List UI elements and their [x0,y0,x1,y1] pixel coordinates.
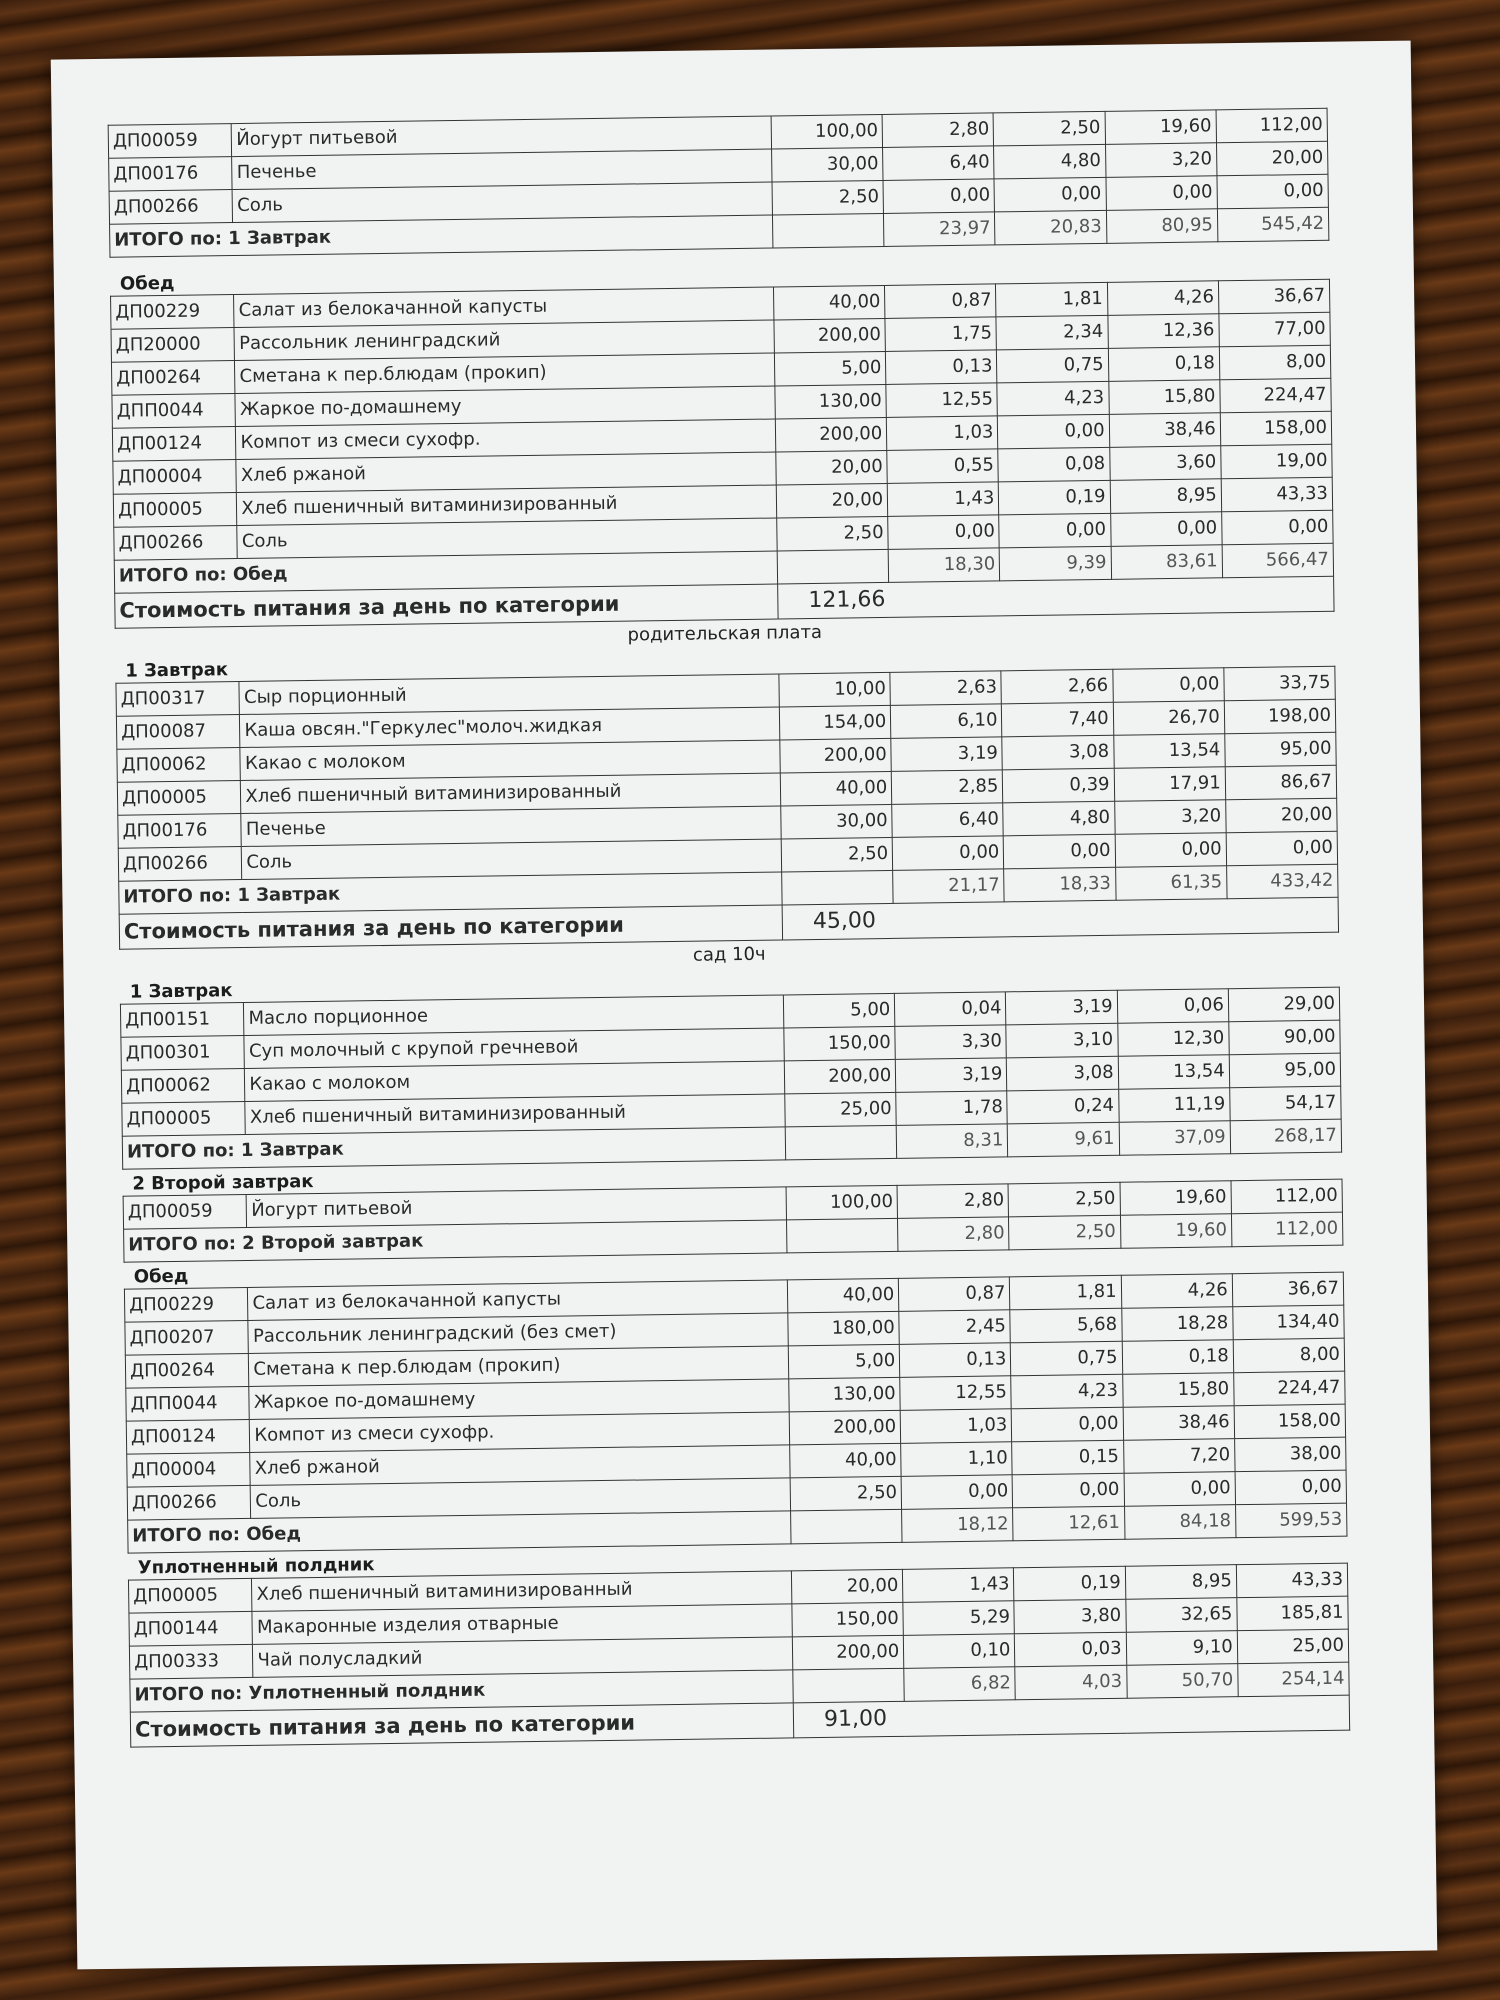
item-name: Соль [232,182,772,223]
meal-heading-lunch: Обед [133,1265,189,1288]
item-weight: 40,00 [774,285,886,320]
item-fat: 0,03 [1015,1632,1127,1667]
item-energy: 158,00 [1220,411,1332,446]
item-carbs: 0,18 [1108,347,1220,382]
item-fat: 3,80 [1014,1599,1126,1634]
total-energy: 566,47 [1222,543,1334,578]
item-protein: 0,13 [899,1343,1011,1378]
total-label: ИТОГО по: Обед [128,1511,791,1553]
item-code: ДП00266 [127,1485,251,1520]
total-energy: 599,53 [1235,1503,1347,1538]
item-code: ДП20000 [111,328,235,363]
item-energy: 8,00 [1219,345,1331,380]
item-energy: 20,00 [1225,798,1337,833]
item-name: Соль [251,1478,791,1519]
item-protein: 6,40 [883,146,995,181]
item-weight: 150,00 [784,1026,896,1061]
table-breakfast-parent-fee [115,666,1339,950]
item-fat: 0,00 [1012,1473,1124,1508]
item-code: ДП00005 [113,493,237,528]
item-code: ДП00333 [129,1644,253,1679]
total-fat: 12,61 [1013,1506,1125,1541]
item-energy: 134,40 [1233,1305,1345,1340]
item-fat: 0,00 [994,177,1106,212]
item-carbs: 7,20 [1123,1439,1235,1474]
item-protein: 0,00 [883,179,995,214]
item-code: ДП00005 [122,1101,246,1136]
table-snack [128,1563,1350,1748]
item-name: Печенье [241,806,781,847]
item-carbs: 3,20 [1105,143,1217,178]
item-name: Хлеб пшеничный витаминизированный [237,485,777,526]
item-protein: 1,03 [900,1409,1012,1444]
item-name: Салат из белокачанной капусты [234,287,774,328]
item-weight: 20,00 [791,1569,903,1604]
item-code: ДПП0044 [126,1386,250,1421]
item-energy: 95,00 [1225,732,1337,767]
item-weight: 200,00 [775,417,887,452]
item-fat: 0,00 [1004,834,1116,869]
item-carbs: 19,60 [1105,110,1217,145]
item-fat: 2,66 [1001,669,1113,704]
item-protein: 0,00 [901,1475,1013,1510]
daily-cost-label: Стоимость питания за день по категории [119,905,782,949]
item-protein: 0,00 [892,836,1004,871]
item-protein: 1,03 [887,416,999,451]
item-name: Сметана к пер.блюдам (прокип) [235,353,775,394]
table-lunch-garden [124,1272,1348,1554]
item-weight: 2,50 [790,1476,902,1511]
item-energy: 8,00 [1233,1338,1345,1373]
item-name: Рассольник ленинградский (без смет) [248,1313,788,1354]
item-energy: 0,00 [1226,831,1338,866]
item-weight: 130,00 [775,384,887,419]
item-carbs: 12,36 [1108,314,1220,349]
item-weight: 2,50 [777,516,889,551]
item-name: Макаронные изделия отварные [252,1604,792,1645]
total-fat: 20,83 [995,210,1107,245]
item-name: Печенье [232,149,772,190]
item-weight: 10,00 [779,672,891,707]
item-code: ДП00059 [123,1194,247,1229]
item-energy: 224,47 [1220,378,1332,413]
item-carbs: 3,20 [1114,800,1226,835]
item-name: Хлеб ржаной [250,1445,790,1486]
item-energy: 38,00 [1234,1437,1346,1472]
item-protein: 2,63 [890,671,1002,706]
item-code: ДП00176 [118,814,242,849]
item-weight: 20,00 [776,450,888,485]
item-name: Салат из белокачанной капусты [248,1280,788,1321]
item-protein: 12,55 [900,1376,1012,1411]
item-fat: 5,68 [1010,1308,1122,1343]
item-fat: 0,19 [1014,1566,1126,1601]
item-carbs: 19,60 [1120,1181,1232,1216]
item-name: Хлеб ржаной [236,452,776,493]
item-energy: 112,00 [1231,1179,1343,1214]
meal-heading-breakfast: 1 Завтрак [129,980,233,1003]
item-name: Масло порционное [244,995,784,1036]
item-fat: 4,80 [994,144,1106,179]
item-code: ДП00087 [116,715,240,750]
daily-cost-label: Стоимость питания за день по категории [130,1703,793,1747]
item-weight: 40,00 [790,1443,902,1478]
item-energy: 198,00 [1224,699,1336,734]
item-carbs: 11,19 [1118,1088,1230,1123]
item-name: Жаркое по-домашнему [235,386,775,427]
item-weight: 5,00 [788,1344,900,1379]
meal-heading-lunch: Обед [119,272,175,295]
total-carbs: 83,61 [1111,545,1223,580]
item-energy: 29,00 [1228,987,1340,1022]
meal-heading-snack: Уплотненный полдник [137,1554,375,1579]
item-weight: 180,00 [788,1311,900,1346]
daily-cost-value: 121,66 [778,576,1334,619]
item-weight: 25,00 [785,1092,897,1127]
item-fat: 2,50 [1008,1182,1120,1217]
item-code: ДП00059 [108,124,232,159]
item-weight: 40,00 [780,771,892,806]
item-fat: 2,34 [996,315,1108,350]
item-name: Хлеб пшеничный витаминизированный [252,1571,792,1612]
item-carbs: 8,95 [1110,479,1222,514]
item-carbs: 3,60 [1109,446,1221,481]
total-fat: 9,39 [1000,546,1112,581]
item-code: ДП00062 [117,748,241,783]
item-weight: 200,00 [780,738,892,773]
item-fat: 4,23 [997,381,1109,416]
item-protein: 2,80 [897,1184,1009,1219]
item-protein: 2,45 [899,1310,1011,1345]
total-energy: 254,14 [1238,1662,1350,1697]
item-energy: 86,67 [1225,765,1337,800]
item-name: Суп молочный с крупой гречневой [244,1028,784,1069]
item-protein: 0,87 [899,1277,1011,1312]
item-fat: 0,75 [1011,1341,1123,1376]
item-code: ДП00301 [121,1035,245,1070]
total-label: ИТОГО по: 1 Завтрак [122,1127,785,1169]
item-carbs: 0,00 [1124,1472,1236,1507]
item-weight: 30,00 [781,804,893,839]
item-carbs: 32,65 [1125,1598,1237,1633]
item-fat: 1,81 [1010,1275,1122,1310]
item-energy: 0,00 [1217,174,1329,209]
item-carbs: 15,80 [1122,1373,1234,1408]
item-energy: 43,33 [1221,477,1333,512]
daily-cost-value: 91,00 [793,1695,1349,1738]
table-breakfast-garden [120,987,1342,1170]
item-code: ДП00229 [124,1287,248,1322]
item-code: ДП00151 [120,1002,244,1037]
item-fat: 0,00 [1012,1407,1124,1442]
item-energy: 19,00 [1221,444,1333,479]
item-code: ДП00176 [109,157,233,192]
item-name: Чай полусладкий [253,1637,793,1678]
item-weight: 2,50 [781,837,893,872]
item-name: Сыр порционный [239,674,779,715]
item-protein: 3,30 [895,1025,1007,1060]
item-carbs: 0,00 [1106,176,1218,211]
item-fat: 0,24 [1007,1089,1119,1124]
item-energy: 185,81 [1237,1596,1349,1631]
item-fat: 0,75 [997,348,1109,383]
item-fat: 3,10 [1006,1023,1118,1058]
item-energy: 43,33 [1236,1563,1348,1598]
total-label: ИТОГО по: 1 Завтрак [119,872,782,914]
item-energy: 112,00 [1216,108,1328,143]
item-carbs: 13,54 [1113,734,1225,769]
item-name: Сметана к пер.блюдам (прокип) [249,1346,789,1387]
daily-cost-label: Стоимость питания за день по категории [115,584,778,628]
section-label-garden: сад 10ч [692,943,766,966]
item-protein: 6,10 [891,704,1003,739]
total-carbs: 50,70 [1126,1664,1238,1699]
item-energy: 0,00 [1221,510,1333,545]
item-name: Йогурт питьевой [232,116,772,157]
table-breakfast-continued [108,108,1330,258]
meal-heading-second-breakfast: 2 Второй завтрак [132,1171,314,1195]
total-protein: 2,80 [898,1217,1010,1252]
item-carbs: 13,54 [1118,1055,1230,1090]
total-protein: 23,97 [884,212,996,247]
total-protein: 6,82 [904,1667,1016,1702]
item-code: ДП00264 [125,1353,249,1388]
item-carbs: 17,91 [1114,767,1226,802]
item-fat: 0,08 [998,447,1110,482]
item-energy: 158,00 [1234,1404,1346,1439]
item-energy: 0,00 [1235,1470,1347,1505]
item-weight: 150,00 [792,1602,904,1637]
total-fat: 9,61 [1008,1122,1120,1157]
total-protein: 8,31 [896,1124,1008,1159]
item-protein: 0,13 [886,350,998,385]
item-protein: 0,04 [895,992,1007,1027]
total-energy: 545,42 [1217,207,1329,242]
item-code: ДП00124 [126,1419,250,1454]
total-protein: 18,30 [888,548,1000,583]
total-label: ИТОГО по: Уплотненный полдник [130,1670,793,1712]
item-code: ДП00004 [113,460,237,495]
total-protein: 18,12 [902,1508,1014,1543]
item-weight: 154,00 [779,705,891,740]
item-code: ДП00004 [127,1452,251,1487]
item-code: ДП00124 [112,427,236,462]
item-fat: 3,08 [1007,1056,1119,1091]
item-carbs: 0,06 [1117,989,1229,1024]
total-fat: 18,33 [1004,867,1116,902]
item-name: Какао с молоком [245,1061,785,1102]
menu-document [108,108,1351,1748]
item-code: ДП00317 [116,682,240,717]
item-fat: 2,50 [993,111,1105,146]
item-carbs: 38,46 [1109,413,1221,448]
item-energy: 33,75 [1224,666,1336,701]
item-name: Соль [242,839,782,880]
item-code: ДП00266 [118,846,242,881]
item-carbs: 8,95 [1125,1565,1237,1600]
item-energy: 95,00 [1229,1053,1341,1088]
item-code: ДП00144 [129,1611,253,1646]
item-weight: 200,00 [789,1410,901,1445]
item-carbs: 12,30 [1117,1022,1229,1057]
item-name: Хлеб пшеничный витаминизированный [245,1094,785,1135]
item-carbs: 4,26 [1121,1274,1233,1309]
item-fat: 7,40 [1002,702,1114,737]
item-protein: 1,43 [903,1568,1015,1603]
item-energy: 20,00 [1216,141,1328,176]
item-code: ДП00229 [111,295,235,330]
daily-cost-value: 45,00 [782,897,1338,940]
item-weight: 2,50 [772,180,884,215]
item-protein: 2,80 [882,113,994,148]
item-fat: 3,19 [1006,990,1118,1025]
item-name: Йогурт питьевой [247,1187,787,1228]
item-weight: 130,00 [789,1377,901,1412]
item-carbs: 0,18 [1122,1340,1234,1375]
item-fat: 4,23 [1011,1374,1123,1409]
item-weight: 200,00 [774,318,886,353]
meal-heading-breakfast: 1 Завтрак [125,659,229,682]
item-energy: 90,00 [1229,1020,1341,1055]
item-name: Какао с молоком [240,740,780,781]
item-carbs: 9,10 [1126,1631,1238,1666]
item-protein: 1,43 [887,482,999,517]
item-energy: 36,67 [1232,1272,1344,1307]
total-energy: 268,17 [1230,1119,1342,1154]
total-carbs: 80,95 [1106,209,1218,244]
item-energy: 36,67 [1218,279,1330,314]
item-name: Компот из смеси сухофр. [236,419,776,460]
item-protein: 3,19 [891,737,1003,772]
item-protein: 0,10 [904,1634,1016,1669]
section-label-parent-fee: родительская плата [627,621,823,646]
item-protein: 0,00 [888,515,1000,550]
item-code: ДП00005 [128,1578,252,1613]
item-protein: 0,55 [887,449,999,484]
item-name: Жаркое по-домашнему [249,1379,789,1420]
item-name: Рассольник ленинградский [234,320,774,361]
total-energy: 433,42 [1226,864,1338,899]
item-weight: 200,00 [784,1059,896,1094]
item-fat: 0,15 [1012,1440,1124,1475]
item-protein: 0,87 [885,284,997,319]
item-fat: 0,00 [998,414,1110,449]
item-carbs: 0,00 [1110,512,1222,547]
item-carbs: 4,26 [1107,281,1219,316]
item-weight: 40,00 [787,1278,899,1313]
total-energy: 112,00 [1231,1212,1343,1247]
item-protein: 3,19 [895,1058,1007,1093]
item-weight: 5,00 [783,993,895,1028]
item-carbs: 0,00 [1112,668,1224,703]
item-fat: 4,80 [1003,801,1115,836]
item-fat: 3,08 [1002,735,1114,770]
item-protein: 1,10 [901,1442,1013,1477]
item-protein: 2,85 [891,770,1003,805]
item-code: ДП00207 [125,1320,249,1355]
total-fat: 4,03 [1015,1665,1127,1700]
item-energy: 224,47 [1233,1371,1345,1406]
table-lunch [110,279,1335,629]
item-protein: 1,75 [885,317,997,352]
item-code: ДП00005 [117,781,241,816]
item-name: Соль [237,518,777,559]
total-label: ИТОГО по: Обед [114,551,777,593]
total-carbs: 19,60 [1120,1214,1232,1249]
total-protein: 21,17 [893,869,1005,904]
total-label: ИТОГО по: 2 Второй завтрак [124,1220,787,1262]
item-fat: 0,19 [999,480,1111,515]
item-weight: 100,00 [786,1185,898,1220]
item-code: ДП00264 [111,361,235,396]
item-weight: 100,00 [771,114,883,149]
item-code: ДП00266 [109,190,233,225]
item-carbs: 18,28 [1121,1307,1233,1342]
item-code: ДП00062 [121,1068,245,1103]
total-carbs: 61,35 [1115,866,1227,901]
item-protein: 1,78 [896,1091,1008,1126]
item-name: Хлеб пшеничный витаминизированный [241,773,781,814]
item-carbs: 26,70 [1113,701,1225,736]
item-name: Каша овсян."Геркулес"молоч.жидкая [240,707,780,748]
item-carbs: 38,46 [1123,1406,1235,1441]
item-fat: 1,81 [996,282,1108,317]
item-energy: 77,00 [1219,312,1331,347]
item-carbs: 15,80 [1108,380,1220,415]
total-fat: 2,50 [1009,1215,1121,1250]
item-fat: 0,39 [1003,768,1115,803]
item-energy: 54,17 [1229,1086,1341,1121]
item-weight: 200,00 [792,1635,904,1670]
item-name: Компот из смеси сухофр. [250,1412,790,1453]
item-code: ДПП0044 [112,394,236,429]
item-energy: 25,00 [1237,1629,1349,1664]
item-protein: 6,40 [892,803,1004,838]
item-code: ДП00266 [114,526,238,561]
total-label: ИТОГО по: 1 Завтрак [110,215,773,257]
total-carbs: 84,18 [1124,1505,1236,1540]
item-carbs: 0,00 [1115,833,1227,868]
paper-sheet [51,41,1438,1970]
total-carbs: 37,09 [1119,1121,1231,1156]
item-protein: 5,29 [903,1601,1015,1636]
item-weight: 5,00 [774,351,886,386]
item-protein: 12,55 [886,383,998,418]
item-weight: 30,00 [772,147,884,182]
item-weight: 20,00 [776,483,888,518]
item-fat: 0,00 [999,513,1111,548]
